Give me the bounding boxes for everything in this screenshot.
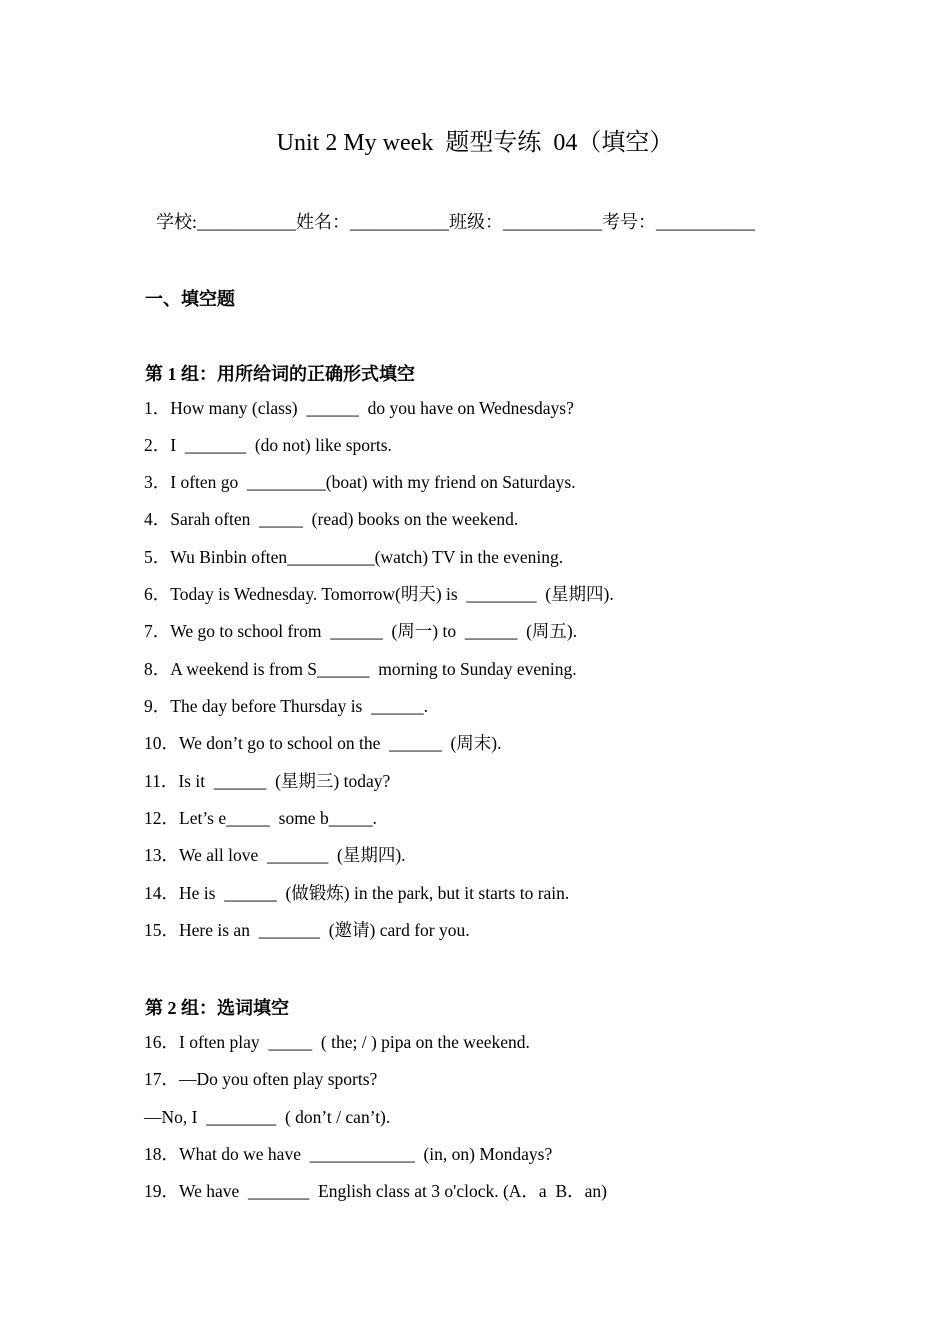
question-10: 10．We don’t go to school on the ______ (周末). <box>144 733 502 753</box>
question-5: 5．Wu Binbin often__________(watch) TV in the evening. <box>144 547 564 567</box>
question-2: 2．I _______ (do not) like sports. <box>144 435 392 455</box>
question-12: 12．Let’s e_____ some b_____. <box>144 808 377 828</box>
question-17: 17．—Do you often play sports? <box>144 1069 378 1089</box>
question-4: 4．Sarah often _____ (read) books on the weekend. <box>144 509 519 529</box>
question-11: 11．Is it ______ (星期三) today? <box>144 771 391 791</box>
page-title: Unit 2 My week 题型专练 04（填空） <box>276 130 674 156</box>
question-8: 8．A weekend is from S______ morning to Sunday evening. <box>144 659 577 679</box>
group1-heading: 第 1 组：用所给词的正确形式填空 <box>145 364 415 384</box>
question-13: 13．We all love _______ (星期四). <box>144 845 406 865</box>
question-16: 16．I often play _____ ( the; / ) pipa on the weekend. <box>144 1032 530 1052</box>
student-info-line: 学校:___________姓名：___________班级：___________考号：___________ <box>156 212 755 232</box>
question-18: 18．What do we have ____________ (in, on) Mondays? <box>144 1144 553 1164</box>
group2-heading: 第 2 组：选词填空 <box>145 998 289 1018</box>
question-19: 19．We have _______ English class at 3 o'clock. (A．a B．an) <box>144 1181 607 1201</box>
question-7: 7．We go to school from ______ (周一) to ______ (周五). <box>144 621 578 641</box>
question-14: 14．He is ______ (做锻炼) in the park, but it starts to rain. <box>144 883 570 903</box>
question-15: 15．Here is an _______ (邀请) card for you. <box>144 920 470 940</box>
question-3: 3．I often go _________(boat) with my friend on Saturdays. <box>144 472 576 492</box>
question-6: 6．Today is Wednesday. Tomorrow(明天) is ________ (星期四). <box>144 584 614 604</box>
section-heading: 一、填空题 <box>145 289 235 309</box>
question-9: 9．The day before Thursday is ______. <box>144 696 428 716</box>
question-17-answer: —No, I ________ ( don’t / can’t). <box>144 1107 391 1127</box>
question-1: 1．How many (class) ______ do you have on Wednesdays? <box>144 398 574 418</box>
